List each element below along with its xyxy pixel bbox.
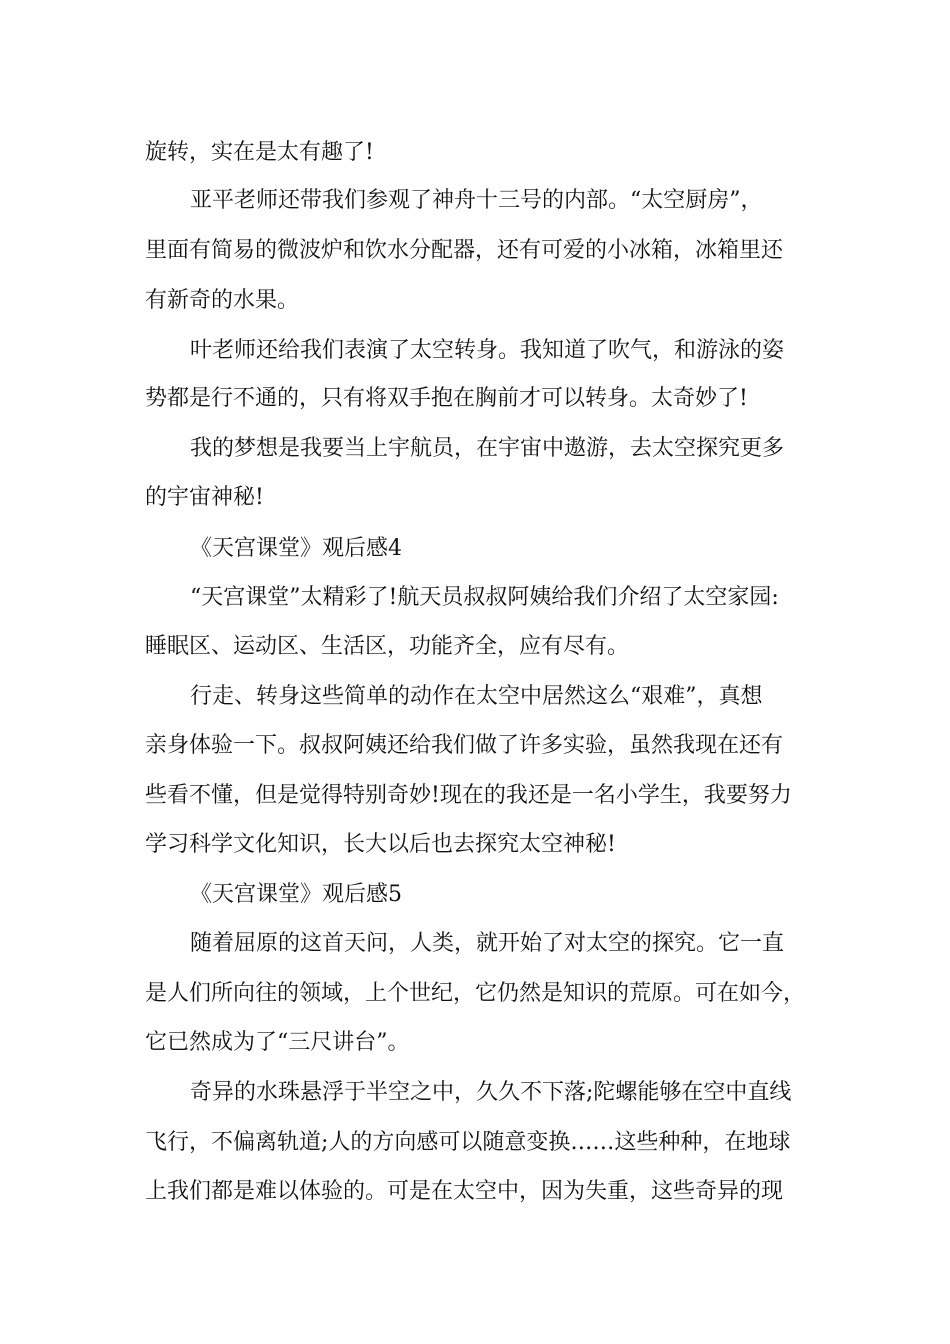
section-heading: 《天宫课堂》观后感4 [190,536,402,561]
text-line: 飞行，不偏离轨道;人的方向感可以随意变换……这些种种，在地球 [145,1130,791,1155]
section-heading: 《天宫课堂》观后感5 [190,882,402,907]
text-line: 行走、转身这些简单的动作在太空中居然这么“艰难”，真想 [190,684,763,709]
text-line: 些看不懂，但是觉得特别奇妙!现在的我还是一名小学生，我要努力 [145,783,792,808]
text-line: 我的梦想是我要当上宇航员，在宇宙中遨游，去太空探究更多 [190,436,785,461]
text-line: 奇异的水珠悬浮于半空之中，久久不下落;陀螺能够在空中直线 [190,1080,792,1105]
text-line: 的宇宙神秘! [145,485,264,510]
text-line: 亚平老师还带我们参观了神舟十三号的内部。“太空厨房”， [190,188,763,213]
text-line: 里面有简易的微波炉和饮水分配器，还有可爱的小冰箱，冰箱里还 [145,238,784,263]
text-line: 亲身体验一下。叔叔阿姨还给我们做了许多实验，虽然我现在还有 [145,733,784,758]
text-line: 势都是行不通的，只有将双手抱在胸前才可以转身。太奇妙了! [145,386,748,411]
text-line: 有新奇的水果。 [145,288,300,313]
text-line: 随着屈原的这首天问，人类，就开始了对太空的探究。它一直 [190,931,785,956]
text-line: 上我们都是难以体验的。可是在太空中，因为失重，这些奇异的现 [145,1179,784,1204]
text-line: 叶老师还给我们表演了太空转身。我知道了吹气，和游泳的姿 [190,338,785,363]
text-line: “天宫课堂”太精彩了!航天员叔叔阿姨给我们介绍了太空家园: [190,585,779,610]
text-line: 它已然成为了“三尺讲台”。 [145,1030,410,1055]
text-line: 旋转，实在是太有趣了! [145,140,374,165]
text-line: 睡眠区、运动区、生活区，功能齐全，应有尽有。 [145,634,630,659]
text-line: 是人们所向往的领域，上个世纪，它仍然是知识的荒原。可在如今， [145,981,806,1006]
text-line: 学习科学文化知识，长大以后也去探究太空神秘! [145,832,616,857]
